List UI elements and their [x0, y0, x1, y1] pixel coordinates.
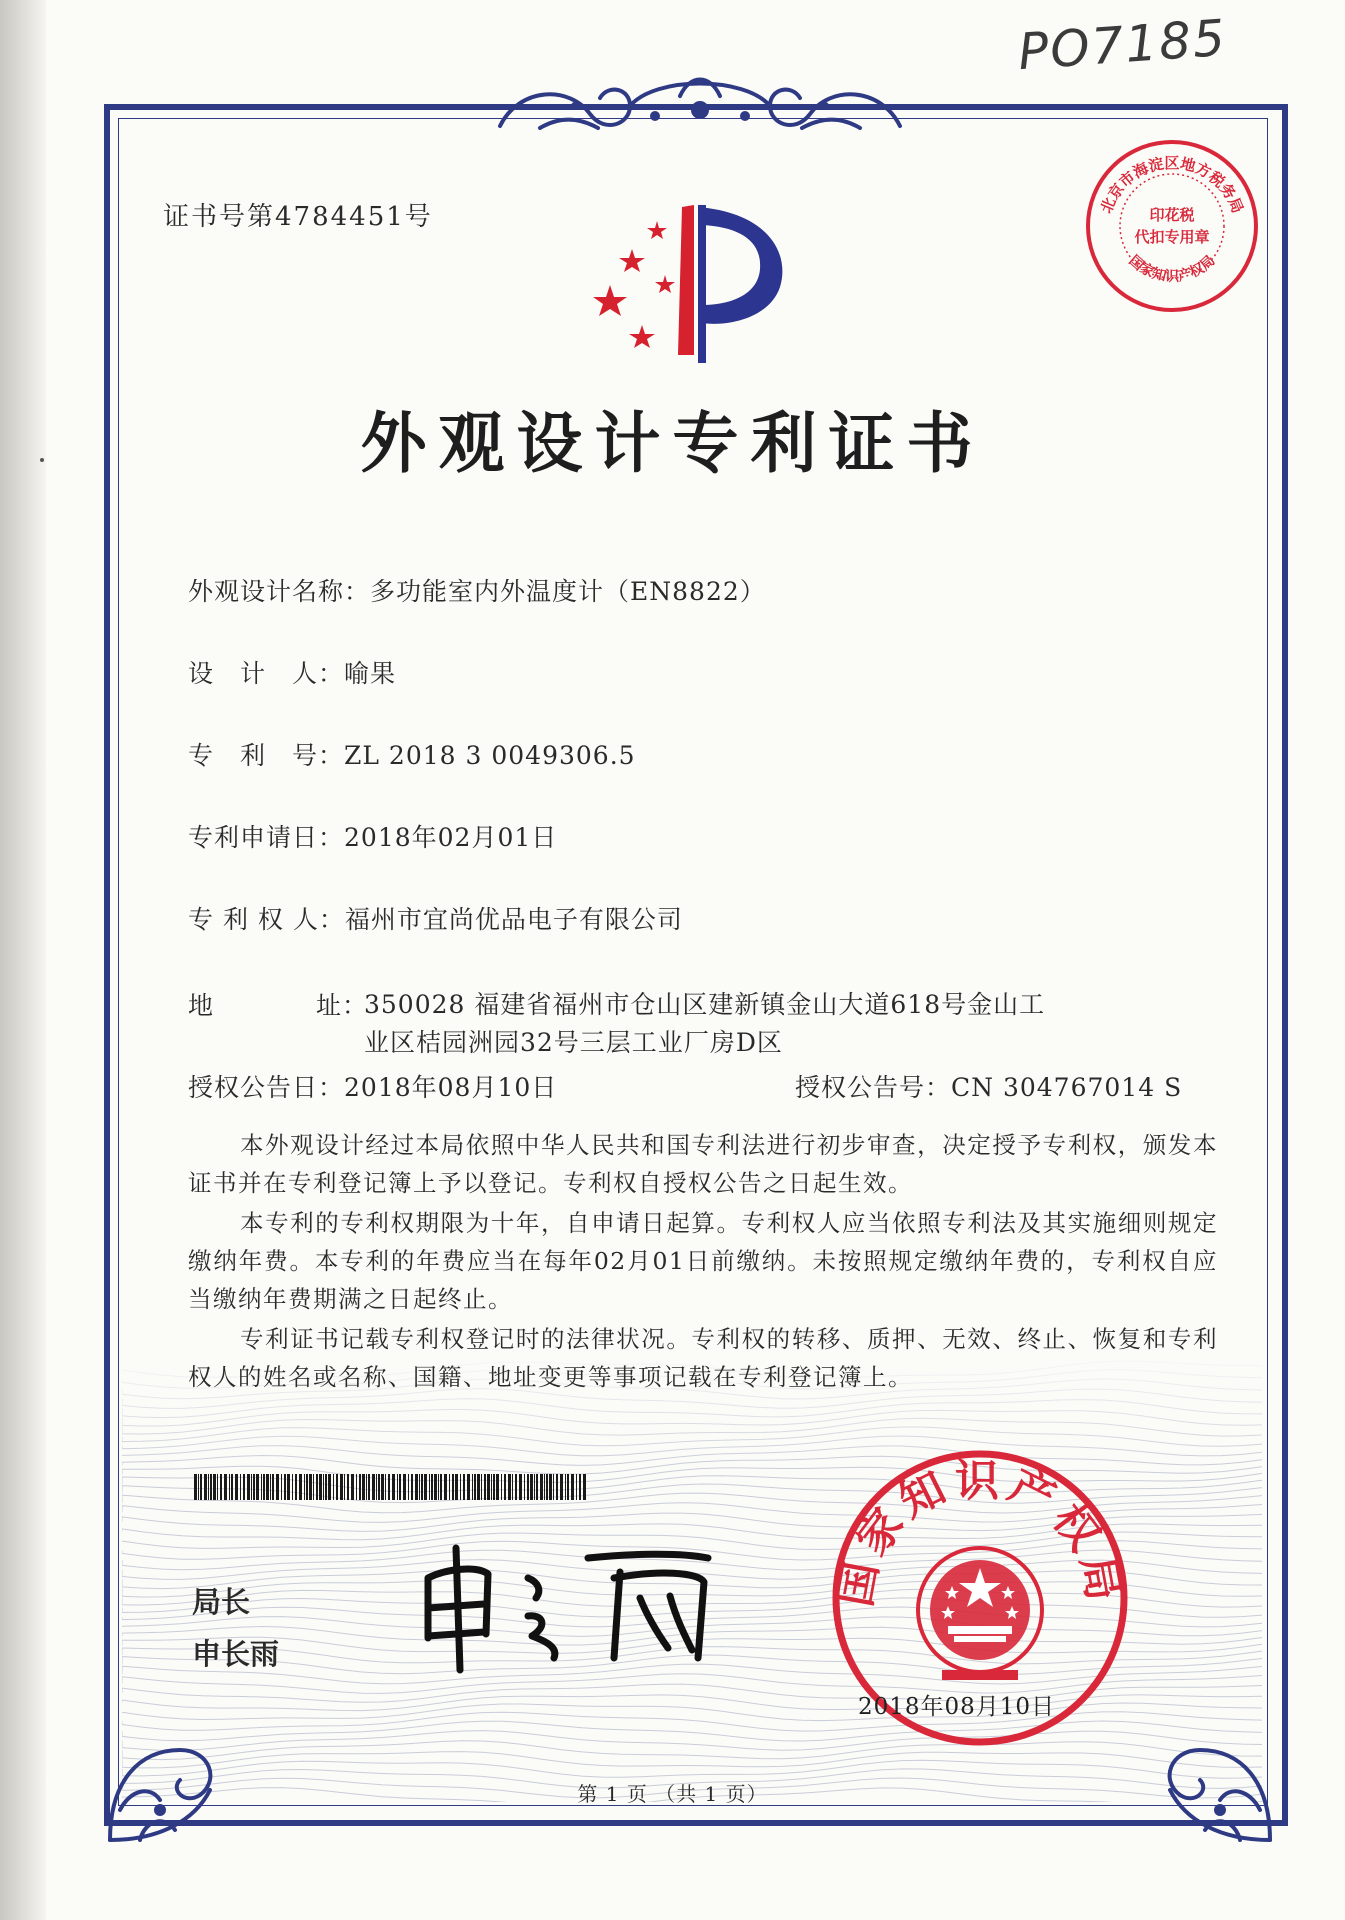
patent-number-value: ZL 2018 3 0049306.5: [344, 741, 636, 770]
barcode-bar: [243, 1474, 245, 1500]
barcode-bar: [210, 1474, 212, 1500]
barcode-bar: [356, 1474, 357, 1500]
patent-office-emblem: [590, 205, 800, 365]
barcode-bar: [546, 1474, 548, 1500]
barcode-bar: [399, 1474, 401, 1500]
filing-date-value: 2018年02月01日: [344, 823, 558, 852]
barcode-bar: [325, 1474, 327, 1500]
tax-stamp-inner-1: 印花税: [1149, 206, 1195, 224]
barcode-bar: [576, 1474, 577, 1500]
body-paragraph: 专利证书记载专利权登记时的法律状况。专利权的转移、质押、无效、终止、恢复和专利权人的姓名或名称、国籍、地址变更等事项记载在专利登记簿上。: [188, 1325, 1218, 1391]
barcode-bar: [504, 1474, 506, 1500]
barcode-bar: [316, 1474, 318, 1500]
barcode-bar: [534, 1474, 535, 1500]
body-paragraph: 本专利的专利权期限为十年，自申请日起算。专利权人应当依照专利法及其实施细则规定缴纳年费。本专利的年费应当在每年02月01日前缴纳。未按照规定缴纳年费的，专利权自应当缴纳年费期满之日起终止。: [188, 1209, 1218, 1313]
barcode-bar: [493, 1474, 495, 1500]
barcode-bar: [565, 1474, 566, 1500]
barcode-bar: [560, 1474, 563, 1500]
handwritten-note: PO7185: [1016, 8, 1229, 82]
barcode-bar: [419, 1474, 420, 1500]
barcode-bar: [295, 1474, 297, 1500]
barcode-bar: [496, 1474, 499, 1500]
barcode-bar: [540, 1474, 543, 1500]
director-title: 局长: [192, 1585, 251, 1619]
director-signature: [408, 1538, 728, 1678]
barcode-bar: [491, 1474, 492, 1500]
barcode-bar: [524, 1474, 525, 1500]
barcode-bar: [336, 1474, 338, 1500]
barcode-bar: [429, 1474, 430, 1500]
barcode-bar: [333, 1474, 334, 1500]
barcode-bar: [256, 1474, 259, 1500]
barcode-bar: [583, 1474, 586, 1500]
barcode-bar: [376, 1474, 377, 1500]
field-patentee: [188, 900, 683, 936]
barcode-bar: [217, 1474, 218, 1500]
grant-number-value: CN 304767014 S: [951, 1073, 1183, 1102]
field-grant-date: [188, 1068, 557, 1104]
barcode-bar: [397, 1474, 398, 1500]
address-label-colon: 址：: [316, 991, 369, 1020]
design-name-label: 外观设计名称：: [188, 577, 371, 606]
field-patent-number: [188, 736, 636, 772]
bottom-right-ornament: [1120, 1690, 1280, 1850]
national-emblem: [918, 1548, 1042, 1680]
barcode-bar: [344, 1474, 345, 1500]
barcode-bar: [213, 1474, 216, 1500]
barcode-bar: [474, 1474, 476, 1500]
filing-date-label: 专利申请日：: [188, 823, 345, 852]
barcode-bar: [200, 1474, 202, 1500]
barcode-bar: [270, 1474, 271, 1500]
designer-value: 喻果: [344, 659, 397, 688]
barcode-bar: [281, 1474, 282, 1500]
page-footer: 第 1 页 （共 1 页）: [577, 1782, 768, 1806]
patentee-value: 福州市宜尚优品电子有限公司: [344, 905, 683, 934]
barcode-bar: [347, 1474, 349, 1500]
barcode-bar: [381, 1474, 384, 1500]
barcode-bar: [319, 1474, 322, 1500]
barcode-bar: [415, 1474, 418, 1500]
barcode-bar: [247, 1474, 250, 1500]
barcode-bar: [452, 1474, 454, 1500]
seal-date: 2018年08月10日: [858, 1694, 1056, 1720]
barcode-bar: [438, 1474, 439, 1500]
barcode-bar: [385, 1474, 386, 1500]
barcode-bar: [434, 1474, 437, 1500]
barcode-bar: [481, 1474, 482, 1500]
barcode-bar: [579, 1474, 581, 1500]
tax-stamp-inner-2: 代扣专用章: [1134, 228, 1210, 246]
barcode-bar: [403, 1474, 406, 1500]
barcode-bar: [240, 1474, 241, 1500]
barcode-bar: [359, 1474, 361, 1500]
barcode-bar: [408, 1474, 409, 1500]
barcode-bar: [208, 1474, 209, 1500]
barcode-bar: [530, 1474, 533, 1500]
bottom-left-ornament: [100, 1690, 260, 1850]
barcode-bar: [253, 1474, 255, 1500]
barcode-bar: [388, 1474, 390, 1500]
svg-text:国家知识产权局: [1126, 252, 1219, 285]
barcode-bar: [455, 1474, 458, 1500]
certificate-number: 证书号第4784451号: [163, 202, 433, 232]
barcode-bar: [323, 1474, 324, 1500]
barcode-bar: [261, 1474, 262, 1500]
barcode-bar: [378, 1474, 380, 1500]
top-scroll-ornament: [480, 66, 920, 142]
grant-date-label: 授权公告日：: [188, 1073, 345, 1102]
barcode-bar: [571, 1474, 574, 1500]
tax-stamp: [1082, 136, 1262, 316]
barcode-bar: [536, 1474, 538, 1500]
barcode-bar: [372, 1474, 375, 1500]
barcode-bar: [194, 1474, 197, 1500]
field-design-name: [188, 572, 766, 608]
barcode-bar: [220, 1474, 222, 1500]
barcode-bar: [421, 1474, 423, 1500]
barcode-bar: [501, 1474, 502, 1500]
designer-label: 设 计 人：: [188, 659, 345, 688]
barcode-bar: [229, 1474, 230, 1500]
patentee-label: 专 利 权 人：: [188, 905, 345, 934]
barcode-bar: [368, 1474, 370, 1500]
barcode-bar: [431, 1474, 433, 1500]
barcode-bar: [487, 1474, 490, 1500]
barcode-bar: [276, 1474, 279, 1500]
design-name-value: 多功能室内外温度计（EN8822）: [370, 577, 766, 606]
barcode-bar: [460, 1474, 461, 1500]
grant-number-label: 授权公告号：: [795, 1073, 952, 1102]
barcode-bar: [351, 1474, 354, 1500]
barcode-bar: [392, 1474, 395, 1500]
barcode-bar: [309, 1474, 312, 1500]
barcode-bar: [204, 1474, 207, 1500]
barcode-bar: [299, 1474, 302, 1500]
seal-ring-text: 国家知识产权局: [830, 1455, 1130, 1611]
barcode-bar: [449, 1474, 450, 1500]
barcode-bar: [304, 1474, 305, 1500]
barcode-bar: [235, 1474, 238, 1500]
barcode-bar: [362, 1474, 365, 1500]
director-name: 申长雨: [192, 1637, 280, 1671]
barcode-bar: [424, 1474, 427, 1500]
address-value: 350028 福建省福州市仓山区建新镇金山大道618号金山工业区桔园洲园32号三层工业厂房D区: [364, 990, 1046, 1057]
scan-edge-shadow: [0, 0, 46, 1920]
field-designer: [188, 654, 396, 690]
barcode-bar: [224, 1474, 227, 1500]
barcode-bar: [263, 1474, 265, 1500]
barcode-bar: [508, 1474, 511, 1500]
barcode-bar: [366, 1474, 367, 1500]
field-filing-date: [188, 818, 557, 854]
barcode-bar: [553, 1474, 554, 1500]
barcode-bar: [440, 1474, 442, 1500]
barcode-bar: [411, 1474, 413, 1500]
barcode-bar: [340, 1474, 343, 1500]
barcode-bar: [567, 1474, 569, 1500]
barcode-bar: [527, 1474, 529, 1500]
barcode-bar: [287, 1474, 290, 1500]
tax-stamp-bottom-text: 国家知识产权局: [1125, 252, 1219, 285]
barcode-bar: [444, 1474, 447, 1500]
barcode-bar: [292, 1474, 293, 1500]
body-paragraph: 本外观设计经过本局依照中华人民共和国专利法进行初步审查，决定授予专利权，颁发本证书并在专利登记簿上予以登记。专利权自授权公告之日起生效。: [188, 1131, 1218, 1197]
barcode-bar: [519, 1474, 522, 1500]
barcode-bar: [556, 1474, 558, 1500]
barcode-bar: [198, 1474, 199, 1500]
barcode-bar: [484, 1474, 486, 1500]
barcode-bar: [251, 1474, 252, 1500]
barcode-bar: [272, 1474, 274, 1500]
certificate-title: 外观设计专利证书: [360, 404, 985, 482]
barcode-bar: [549, 1474, 552, 1500]
barcode: [194, 1474, 588, 1500]
barcode-bar: [544, 1474, 545, 1500]
certificate-body: [188, 1126, 1218, 1398]
barcode-bar: [467, 1474, 470, 1500]
barcode-bar: [515, 1474, 517, 1500]
barcode-bar: [284, 1474, 286, 1500]
barcode-bar: [463, 1474, 465, 1500]
grant-date-value: 2018年08月10日: [344, 1073, 558, 1102]
tax-stamp-ring-text: 北京市海淀区地方税务局: [1097, 154, 1247, 216]
barcode-bar: [231, 1474, 233, 1500]
barcode-bar: [313, 1474, 314, 1500]
barcode-bar: [328, 1474, 331, 1500]
barcode-bar: [477, 1474, 480, 1500]
patent-number-label: 专 利 号：: [188, 741, 345, 770]
barcode-bar: [306, 1474, 308, 1500]
barcode-bar: [512, 1474, 513, 1500]
field-grant-number: [795, 1068, 1182, 1104]
barcode-bar: [472, 1474, 473, 1500]
barcode-bar: [266, 1474, 269, 1500]
address-label: 地: [188, 991, 215, 1020]
